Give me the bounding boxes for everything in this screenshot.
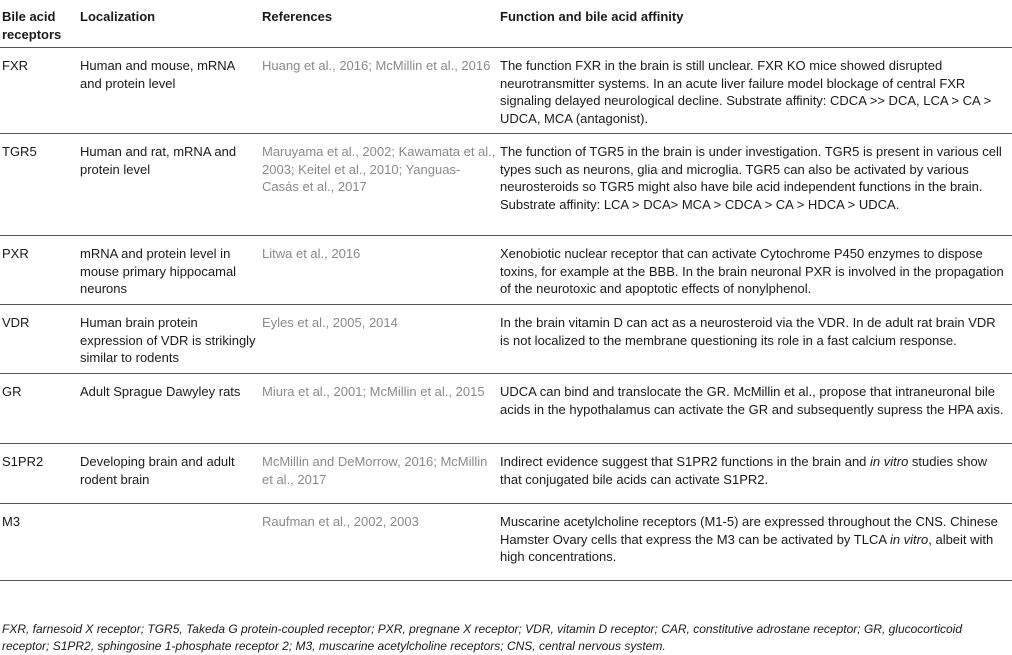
localization-cell: Adult Sprague Dawyley rats: [76, 374, 262, 444]
table-row: [0, 504, 1012, 581]
receptor-cell: TGR5: [0, 134, 76, 236]
table-footnote: FXR, farnesoid X receptor; TGR5, Takeda G protein-coupled receptor; PXR, pregnane X receptor; VDR, vitamin D receptor; CAR, constitutive adrostane receptor; GR, glucocorticoid receptor; S1PR2, sphingosine 1-phosphate receptor 2; M3, muscarine acetylcholine receptors; CNS, central nervous system.: [2, 622, 962, 653]
references-cell[interactable]: Maruyama et al., 2002; Kawamata et al., 2003; Keitel et al., 2010; Yanguas-Casás et al., 2017: [262, 134, 500, 236]
function-text-italic: in vitro: [870, 454, 909, 469]
table-row: [0, 236, 1012, 305]
receptor-cell: VDR: [0, 305, 76, 374]
function-cell: The function of TGR5 in the brain is under investigation. TGR5 is present in various cell types such as neurons, glia and microglia. TGR5 can also be activated by various neurosteroids so TGR5 might also have bile acid independent functions in the brain. Substrate affinity: LCA > DCA> MCA > CDCA > CA > HDCA > UDCA.: [500, 134, 1012, 236]
function-cell: The function FXR in the brain is still unclear. FXR KO mice showed disrupted neurotransmitter systems. In an acute liver failure model blockage of central FXR signaling delayed neurological decline. Substrate affinity: CDCA >> DCA, LCA > CA > UDCA, MCA (antagonist).: [500, 48, 1012, 134]
header-references: References: [262, 0, 500, 48]
table-row: [0, 48, 1012, 134]
header-localization: Localization: [76, 0, 262, 48]
header-receptors: Bile acid receptors: [0, 0, 76, 48]
localization-cell: Human and mouse, mRNA and protein level: [76, 48, 262, 134]
table-row: [0, 444, 1012, 504]
receptor-cell: PXR: [0, 236, 76, 305]
function-text-italic: in vitro: [889, 531, 929, 547]
function-cell: In the brain vitamin D can act as a neurosteroid via the VDR. In de adult rat brain VDR is not localized to the membrane questioning its role in a fast calcium response.: [500, 305, 1012, 374]
function-cell: [500, 504, 1012, 581]
function-cell: [500, 444, 1012, 504]
table-row: [0, 134, 1012, 236]
references-cell[interactable]: Raufman et al., 2002, 2003: [262, 504, 500, 581]
table-row: [0, 374, 1012, 444]
localization-cell: [76, 504, 262, 581]
localization-cell: Human brain protein expression of VDR is strikingly similar to rodents: [76, 305, 262, 374]
receptor-cell: M3: [0, 504, 76, 581]
localization-cell: Human and rat, mRNA and protein level: [76, 134, 262, 236]
references-cell[interactable]: Huang et al., 2016; McMillin et al., 2016: [262, 48, 500, 134]
function-text-part: , albeit with high concentrations.: [500, 531, 994, 564]
references-cell[interactable]: McMillin and DeMorrow, 2016; McMillin et al., 2017: [262, 444, 500, 504]
function-cell: Xenobiotic nuclear receptor that can activate Cytochrome P450 enzymes to dispose toxins, for example at the BBB. In the brain neuronal PXR is involved in the propagation of the neurotoxic and apoptotic effects of nonylphenol.: [500, 236, 1012, 305]
function-text-part: Indirect evidence suggest that S1PR2 functions in the brain and: [500, 454, 871, 469]
receptor-cell: FXR: [0, 48, 76, 134]
references-cell[interactable]: Eyles et al., 2005, 2014: [262, 305, 500, 374]
localization-cell: Developing brain and adult rodent brain: [76, 444, 262, 504]
receptor-cell: S1PR2: [0, 444, 76, 504]
table-row: [0, 305, 1012, 374]
localization-cell: mRNA and protein level in mouse primary hippocamal neurons: [76, 236, 262, 305]
references-cell[interactable]: Litwa et al., 2016: [262, 236, 500, 305]
references-cell[interactable]: Miura et al., 2001; McMillin et al., 2015: [262, 374, 500, 444]
header-function: Function and bile acid affinity: [500, 0, 1012, 48]
function-text-part: Muscarine acetylcholine receptors (M1-5) are expressed throughout the CNS. Chinese Hamster Ovary cells that express the M3 can be activated by TLCA: [500, 514, 998, 547]
table-header-row: [0, 0, 1012, 48]
function-cell: UDCA can bind and translocate the GR. McMillin et al., propose that intraneuronal bile acids in the hypothalamus can activate the GR and subsequently supress the HPA axis.: [500, 374, 1012, 444]
receptor-cell: GR: [0, 374, 76, 444]
function-text-part: studies show that conjugated bile acids can activate S1PR2.: [500, 454, 988, 487]
